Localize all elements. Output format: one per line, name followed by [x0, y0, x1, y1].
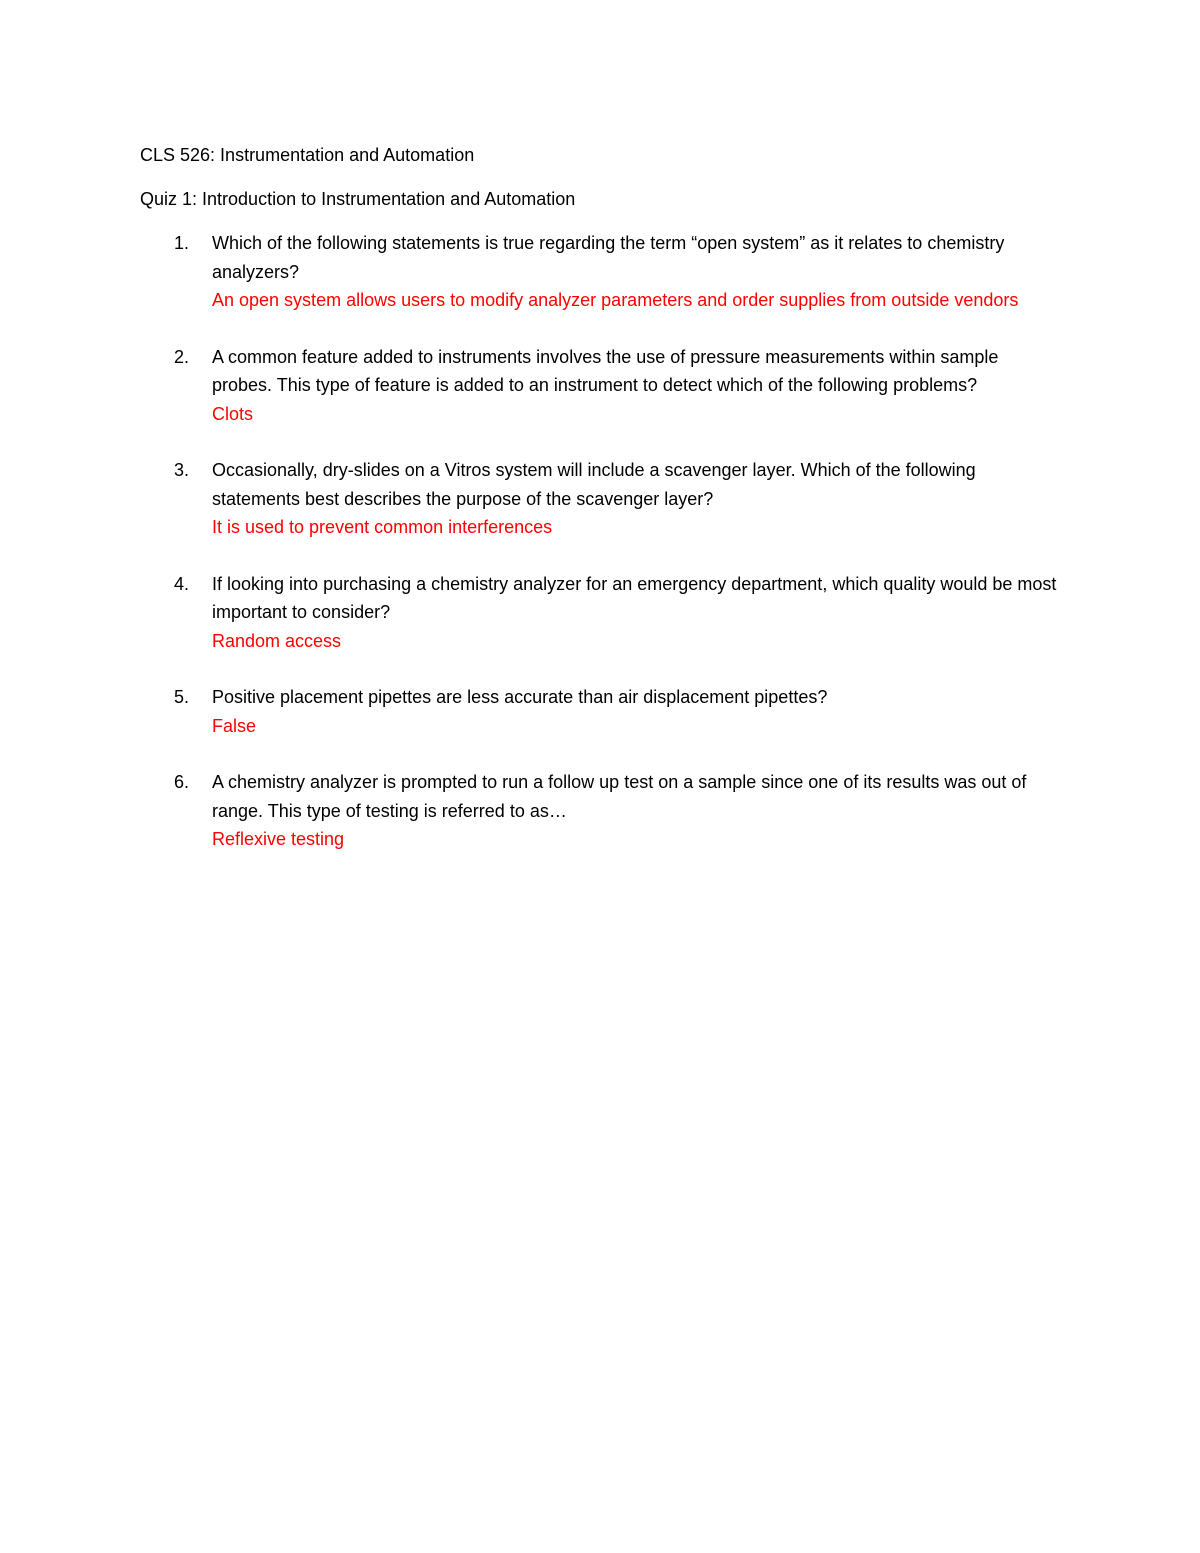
question-number: 6. [174, 772, 190, 792]
question-item-5 [140, 683, 1060, 740]
question-number: 2. [174, 346, 190, 367]
question-number: 5. [174, 687, 190, 707]
question-item-3 [140, 456, 1060, 542]
question-text: If looking into purchasing a chemistry analyzer for an emergency department, which quality would be most important to consider? [212, 573, 1057, 622]
question-list [140, 229, 1060, 882]
question-item-6 [140, 768, 1060, 854]
question-text: Occasionally, dry-slides on a Vitros system will include a scavenger layer. Which of the following statements best describes the purpose of the scavenger layer? [212, 460, 976, 509]
answer-text: Clots [212, 403, 254, 424]
quiz-title: Quiz 1: Introduction to Instrumentation and Automation [140, 189, 576, 209]
question-item-1 [140, 229, 1060, 315]
answer-text: Random access [212, 630, 342, 651]
question-text: Positive placement pipettes are less accurate than air displacement pipettes? [212, 687, 828, 707]
question-text: A chemistry analyzer is prompted to run a follow up test on a sample since one of its results was out of range. This type of testing is referred to as… [212, 772, 1027, 821]
question-number: 4. [174, 573, 190, 594]
question-text: A common feature added to instruments involves the use of pressure measurements within sample probes. This type of feature is added to an instrument to detect which of the following problems? [212, 346, 999, 395]
question-item-2 [140, 343, 1060, 429]
question-number: 3. [174, 460, 190, 480]
answer-text: It is used to prevent common interferences [212, 517, 553, 537]
answer-text: False [212, 715, 257, 736]
course-title: CLS 526: Instrumentation and Automation [140, 145, 475, 165]
question-number: 1. [174, 233, 190, 253]
answer-text: An open system allows users to modify analyzer parameters and order supplies from outside vendors [212, 290, 1019, 310]
question-text: Which of the following statements is true regarding the term “open system” as it relates to chemistry analyzers? [212, 233, 1005, 282]
answer-text: Reflexive testing [212, 829, 345, 849]
question-item-4 [140, 570, 1060, 656]
